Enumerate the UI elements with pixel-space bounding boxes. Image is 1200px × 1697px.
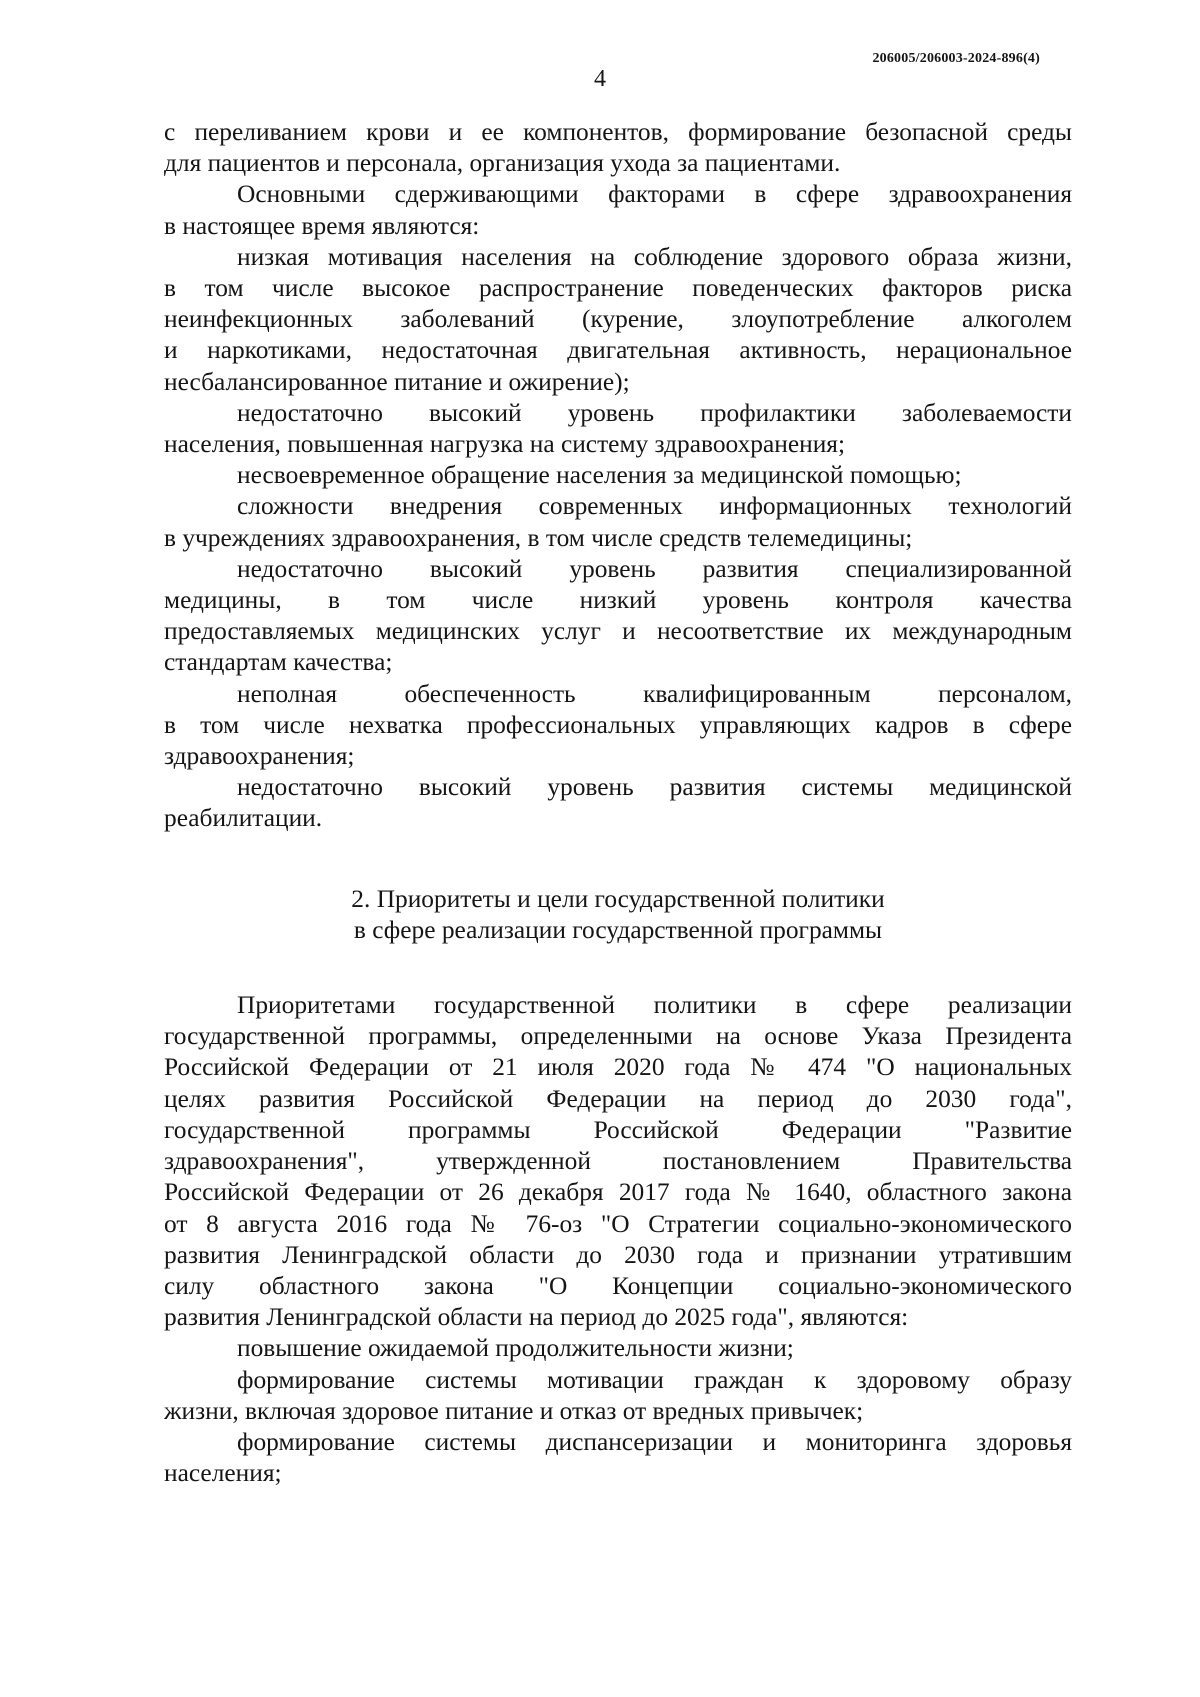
text-line: недостаточно высокий уровень развития специализированной <box>237 554 1072 583</box>
text-line: в настоящее время являются: <box>164 211 480 240</box>
text-line: реабилитации. <box>164 804 323 833</box>
text-line: силу областного закона "О Концепции социально-экономического <box>164 1271 1072 1300</box>
text-line: стандартам качества; <box>164 648 393 677</box>
text-line: развития Ленинградской области на период до 2025 года", являются: <box>164 1303 909 1332</box>
text-line: неполная обеспеченность квалифицированным персоналом, <box>237 679 1072 708</box>
text-line: недостаточно высокий уровень развития системы медицинской <box>237 773 1072 802</box>
text-line: в том числе высокое распространение поведенческих факторов риска <box>164 274 1072 303</box>
text-line: жизни, включая здоровое питание и отказ от вредных привычек; <box>164 1396 864 1425</box>
text-line: повышение ожидаемой продолжительности жизни; <box>237 1334 794 1363</box>
page-number: 4 <box>594 66 606 92</box>
text-line: государственной программы Российской Федерации "Развитие <box>164 1115 1072 1144</box>
text-line: в учреждениях здравоохранения, в том числе средств телемедицины; <box>164 523 913 552</box>
text-line: населения, повышенная нагрузка на систему здравоохранения; <box>164 430 846 459</box>
text-line: здравоохранения; <box>164 742 355 771</box>
text-line: несвоевременное обращение населения за медицинской помощью; <box>237 461 962 490</box>
document-registration-code: 206005/206003-2024-896(4) <box>872 51 1040 66</box>
text-line: недостаточно высокий уровень профилактики заболеваемости <box>237 398 1072 427</box>
text-line: населения; <box>164 1459 282 1488</box>
text-line: несбалансированное питание и ожирение); <box>164 367 630 396</box>
text-line: от 8 августа 2016 года № 76-оз "О Стратегии социально-экономического <box>164 1209 1072 1238</box>
text-line: формирование системы мотивации граждан к здоровому образу <box>237 1365 1072 1394</box>
text-line: Российской Федерации от 26 декабря 2017 года № 1640, областного закона <box>164 1178 1072 1207</box>
text-line: Приоритетами государственной политики в сфере реализации <box>237 991 1072 1020</box>
text-line: здравоохранения", утвержденной постановлением Правительства <box>164 1147 1072 1176</box>
text-line: низкая мотивация населения на соблюдение здорового образа жизни, <box>237 242 1072 271</box>
text-line: целях развития Российской Федерации на период до 2030 года", <box>164 1084 1072 1113</box>
text-line: Основными сдерживающими факторами в сфере здравоохранения <box>237 180 1072 209</box>
section-heading-line: 2. Приоритеты и цели государственной политики <box>351 884 885 913</box>
text-line: сложности внедрения современных информационных технологий <box>237 492 1072 521</box>
text-line: предоставляемых медицинских услуг и несоответствие их международным <box>164 617 1072 646</box>
document-body <box>164 117 1072 1489</box>
text-line: формирование системы диспансеризации и мониторинга здоровья <box>237 1427 1072 1456</box>
text-line: Российской Федерации от 21 июля 2020 года № 474 "О национальных <box>164 1053 1072 1082</box>
text-line: для пациентов и персонала, организация ухода за пациентами. <box>164 149 841 178</box>
section-heading-line: в сфере реализации государственной программы <box>353 915 883 944</box>
text-line: медицины, в том числе низкий уровень контроля качества <box>164 586 1072 615</box>
text-line: в том числе нехватка профессиональных управляющих кадров в сфере <box>164 710 1072 739</box>
text-line: с переливанием крови и ее компонентов, формирование безопасной среды <box>164 118 1072 146</box>
text-line: развития Ленинградской области до 2030 года и признании утратившим <box>164 1240 1072 1269</box>
section-heading <box>164 884 1072 946</box>
text-line: и наркотиками, недостаточная двигательная активность, нерациональное <box>164 336 1072 365</box>
text-line: государственной программы, определенными на основе Указа Президента <box>164 1022 1072 1051</box>
text-line: неинфекционных заболеваний (курение, злоупотребление алкоголем <box>164 305 1072 334</box>
